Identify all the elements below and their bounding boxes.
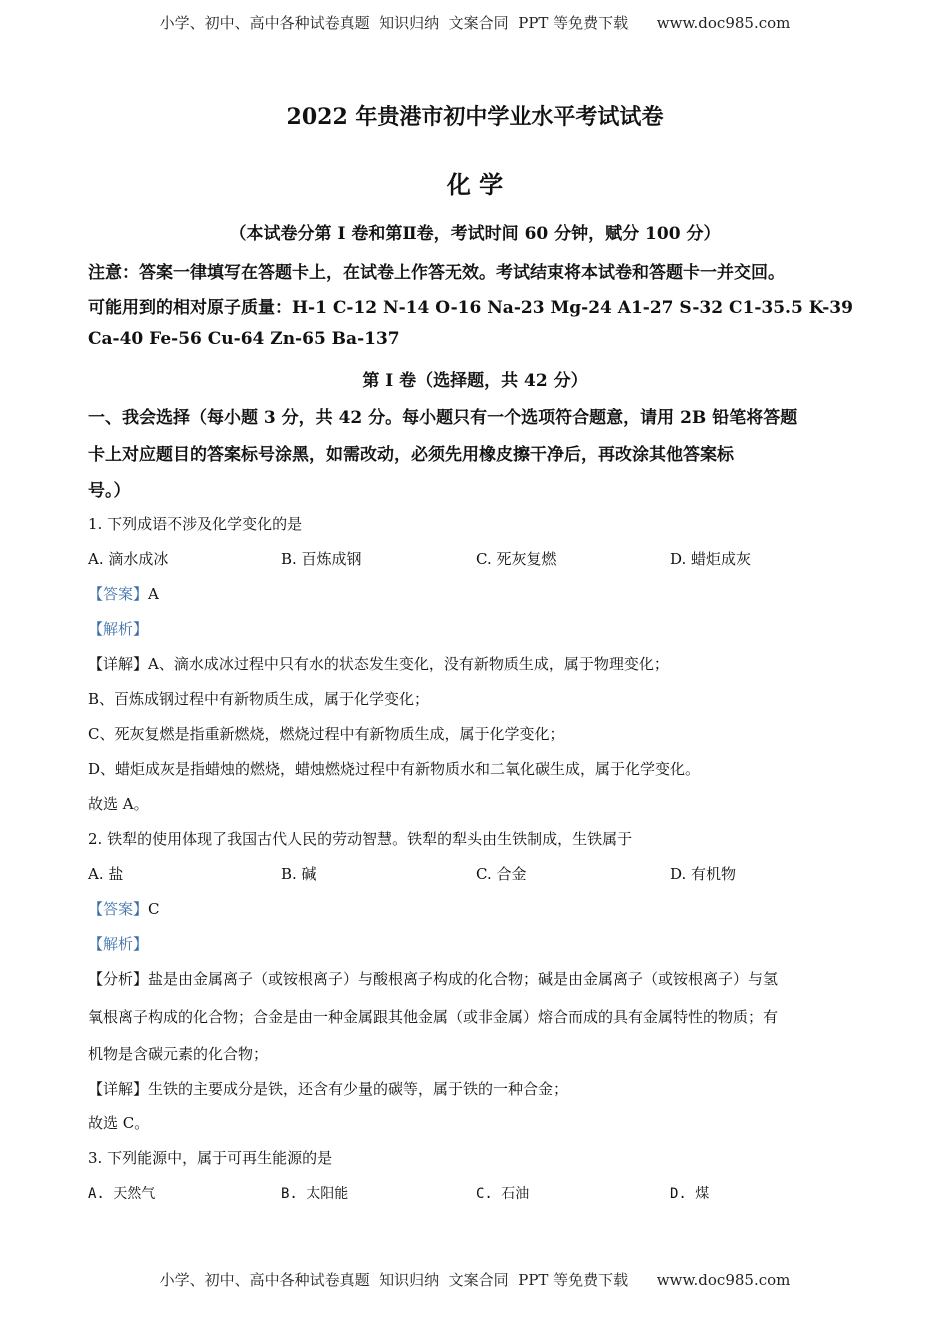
question-1-option-d: D. 蜡炬成灰 <box>670 550 752 568</box>
footer-banner <box>0 1269 950 1290</box>
header-banner-text: 小学、初中、高中各种试卷真题 知识归纳 文案合同 PPT 等免费下载 <box>159 14 629 32</box>
question-3-option-a: A. 天然气 <box>88 1186 156 1202</box>
section-instructions-1: 一、我会选择（每小题 3 分，共 42 分。每小题只有一个选项符合题意，请用 2B 铅笔将答题 <box>88 408 798 428</box>
question-3-option-b: B. 太阳能 <box>281 1186 349 1202</box>
header-banner <box>0 12 950 33</box>
exam-title: 2022 年贵港市初中学业水平考试试卷 <box>286 104 664 130</box>
question-2-option-c: C. 合金 <box>476 865 527 883</box>
question-2-detail-1 <box>88 1078 568 1099</box>
detail-label: 【详解】 <box>88 1080 149 1098</box>
answer-label: 【答案】 <box>88 585 149 603</box>
question-3-option-c: C. 石油 <box>476 1186 530 1202</box>
question-1-detail-2: B、百炼成钢过程中有新物质生成，属于化学变化； <box>88 690 430 708</box>
question-1-option-b: B. 百炼成钢 <box>281 550 362 568</box>
question-1-detail-3: C、死灰复燃是指重新燃烧，燃烧过程中有新物质生成，属于化学变化； <box>88 725 565 743</box>
question-1-stem: 1. 下列成语不涉及化学变化的是 <box>88 515 303 533</box>
detail-label: 【详解】 <box>88 655 149 673</box>
question-1-analysis-label: 【解析】 <box>88 620 149 638</box>
atomic-mass-line-2: Ca-40 Fe-56 Cu-64 Zn-65 Ba-137 <box>88 329 400 349</box>
analysis-text: 盐是由金属离子（或铵根离子）与酸根离子构成的化合物；碱是由金属离子（或铵根离子）与氢 <box>148 970 779 988</box>
section-instructions-2: 卡上对应题目的答案标号涂黑，如需改动，必须先用橡皮擦干净后，再改涂其他答案标 <box>88 445 734 465</box>
question-3-stem: 3. 下列能源中，属于可再生能源的是 <box>88 1149 333 1167</box>
notice: 注意：答案一律填写在答题卡上，在试卷上作答无效。考试结束将本试卷和答题卡一并交回。 <box>88 263 785 283</box>
question-1-option-a: A. 滴水成冰 <box>88 550 169 568</box>
subject-title: 化 学 <box>446 170 504 199</box>
question-1-detail-1 <box>88 653 669 674</box>
exam-info: （本试卷分第 I 卷和第Ⅱ卷，考试时间 60 分钟，赋分 100 分） <box>229 224 721 244</box>
question-2-analysis-2: 氧根离子构成的化合物；合金是由一种金属跟其他金属（或非金属）熔合而成的具有金属特性的物质；有 <box>88 1008 779 1026</box>
question-1-conclusion: 故选 A。 <box>88 795 149 813</box>
question-2-answer <box>88 898 160 919</box>
question-3-option-d: D. 煤 <box>670 1186 710 1202</box>
question-2-stem: 2. 铁犁的使用体现了我国古代人民的劳动智慧。铁犁的犁头由生铁制成，生铁属于 <box>88 830 633 848</box>
detail-text: A、滴水成冰过程中只有水的状态发生变化，没有新物质生成，属于物理变化； <box>148 655 669 673</box>
footer-banner-url[interactable]: www.doc985.com <box>656 1271 791 1289</box>
question-2-option-d: D. 有机物 <box>670 865 737 883</box>
answer-value: A <box>148 585 159 603</box>
question-2-analysis-label: 【解析】 <box>88 935 149 953</box>
answer-value: C <box>148 900 160 918</box>
section-instructions-3: 号。） <box>88 481 131 501</box>
question-2-option-b: B. 碱 <box>281 865 317 883</box>
atomic-mass-line-1: 可能用到的相对原子质量：H-1 C-12 N-14 O-16 Na-23 Mg-24 A1-27 S-32 C1-35.5 K-39 <box>88 298 853 318</box>
question-1-detail-4: D、蜡炬成灰是指蜡烛的燃烧，蜡烛燃烧过程中有新物质水和二氧化碳生成，属于化学变化。 <box>88 760 701 778</box>
question-2-conclusion: 故选 C。 <box>88 1114 150 1132</box>
question-1-option-c: C. 死灰复燃 <box>476 550 557 568</box>
question-2-analysis-1 <box>88 968 778 989</box>
detail-text: 生铁的主要成分是铁，还含有少量的碳等，属于铁的一种合金； <box>148 1080 569 1098</box>
fenxi-label: 【分析】 <box>88 970 149 988</box>
header-banner-url[interactable]: www.doc985.com <box>656 14 791 32</box>
footer-banner-text: 小学、初中、高中各种试卷真题 知识归纳 文案合同 PPT 等免费下载 <box>159 1271 629 1289</box>
question-2-analysis-3: 机物是含碳元素的化合物； <box>88 1045 269 1063</box>
question-1-answer <box>88 583 159 604</box>
answer-label: 【答案】 <box>88 900 149 918</box>
section-title: 第 I 卷（选择题，共 42 分） <box>362 371 588 391</box>
question-2-option-a: A. 盐 <box>88 865 124 883</box>
